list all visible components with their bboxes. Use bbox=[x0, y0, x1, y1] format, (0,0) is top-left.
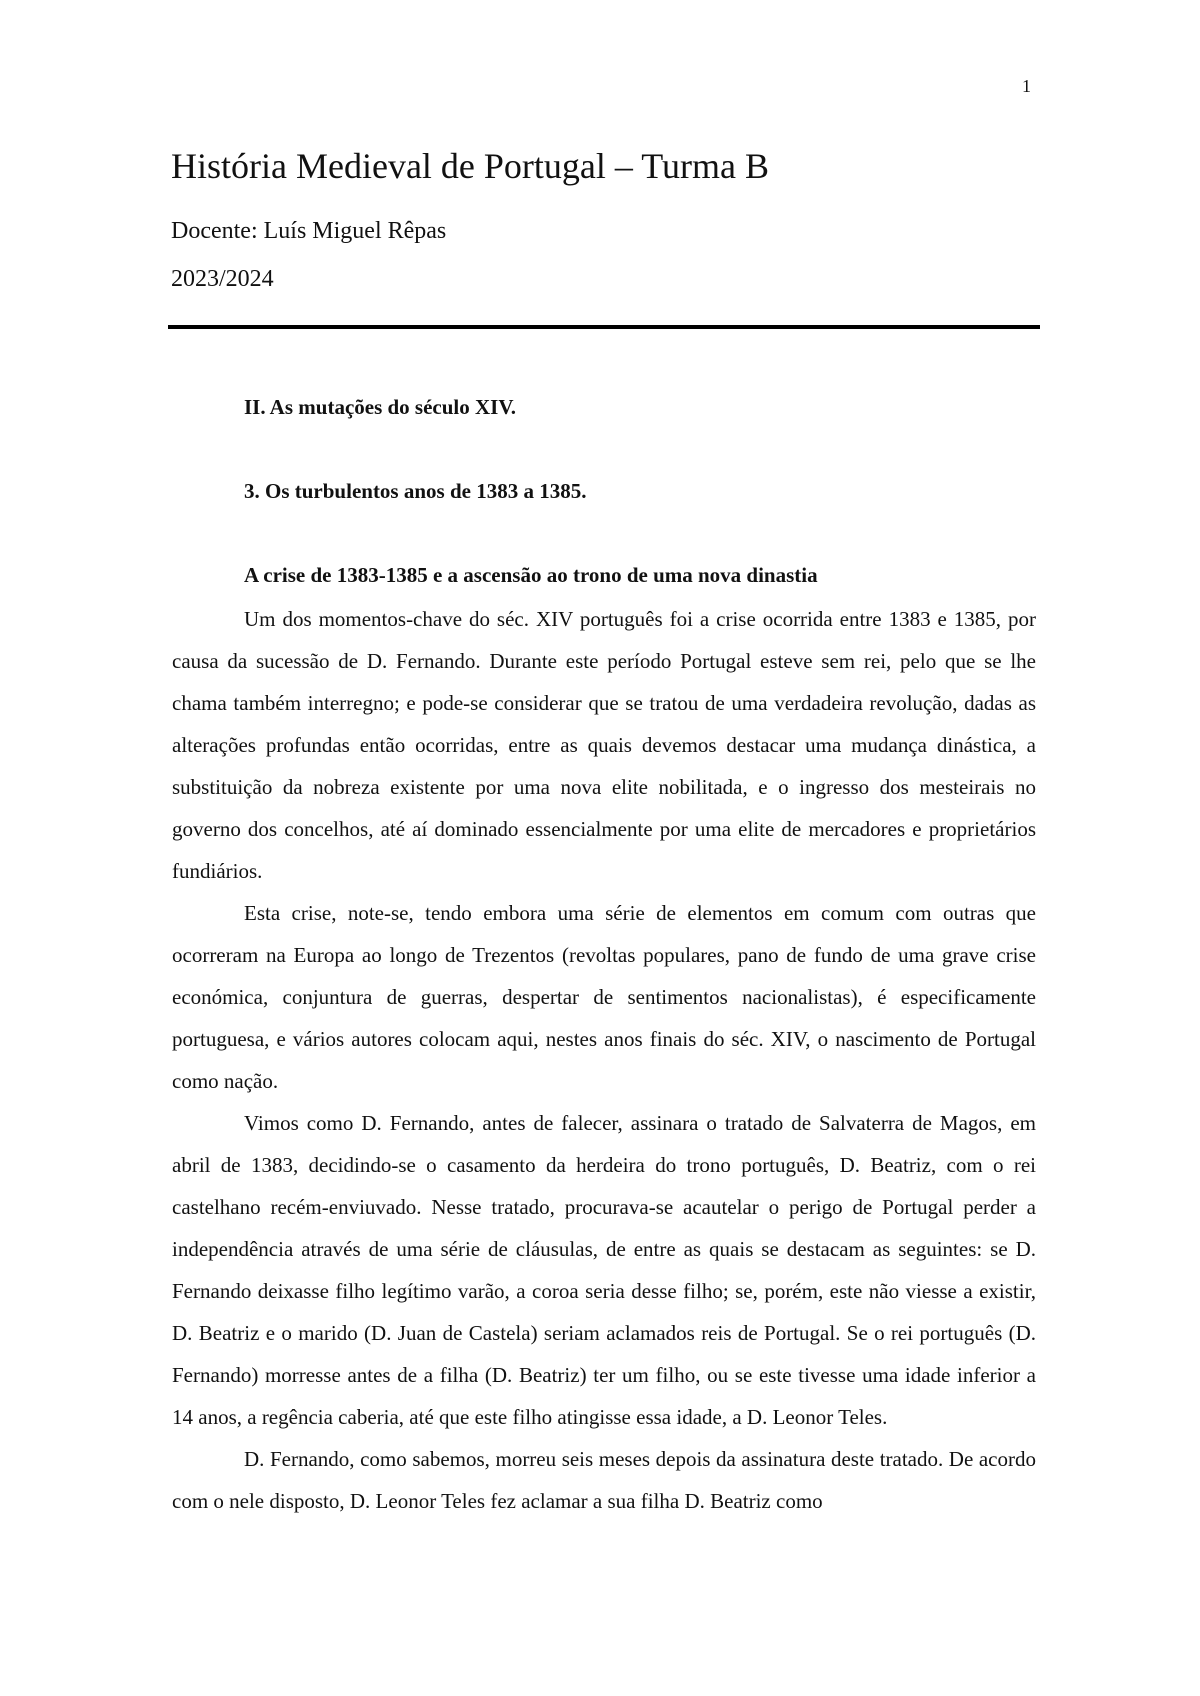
academic-year: 2023/2024 bbox=[171, 266, 274, 292]
page-number: 1 bbox=[1022, 76, 1031, 96]
part-heading: II. As mutações do século XIV. bbox=[244, 395, 517, 419]
document-body bbox=[172, 392, 1036, 1522]
topic-heading: A crise de 1383-1385 e a ascensão ao trono de uma nova dinastia bbox=[244, 563, 818, 587]
paragraph-3: Vimos como D. Fernando, antes de falecer, assinara o tratado de Salvaterra de Magos, em abril de 1383, decidindo-se o casamento da herdeira do trono português, D. Beatriz, com o rei castelhano recém-enviuvado. Nesse tratado, procurava-se acautelar o perigo de Portugal perder a independência através de uma série de cláusulas, de entre as quais se destacam as seguintes: se D. Fernando deixasse filho legítimo varão, a coroa seria desse filho; se, porém, este não viesse a existir, D. Beatriz e o marido (D. Juan de Castela) seriam aclamados reis de Portugal. Se o rei português (D. Fernando) morresse antes de a filha (D. Beatriz) ter um filho, ou se este tivesse uma idade inferior a 14 anos, a regência caberia, até que este filho atingisse essa idade, a D. Leonor Teles. bbox=[172, 1111, 1036, 1429]
chapter-heading: 3. Os turbulentos anos de 1383 a 1385. bbox=[244, 479, 587, 503]
paragraph-2: Esta crise, note-se, tendo embora uma série de elementos em comum com outras que ocorreram na Europa ao longo de Trezentos (revoltas populares, pano de fundo de uma grave crise económica, conjuntura de guerras, despertar de sentimentos nacionalistas), é especificamente portuguesa, e vários autores colocam aqui, nestes anos finais do séc. XIV, o nascimento de Portugal como nação. bbox=[172, 901, 1036, 1093]
header-divider bbox=[168, 325, 1040, 329]
document-header bbox=[171, 144, 1039, 294]
paragraph-1: Um dos momentos-chave do séc. XIV português foi a crise ocorrida entre 1383 e 1385, por causa da sucessão de D. Fernando. Durante este período Portugal esteve sem rei, pelo que se lhe chama também interregno; e pode-se considerar que se tratou de uma verdadeira revolução, dadas as alterações profundas então ocorridas, entre as quais devemos destacar uma mudança dinástica, a substituição da nobreza existente por uma nova elite nobilitada, e o ingresso dos mesteirais no governo dos concelhos, até aí dominado essencialmente por uma elite de mercadores e proprietários fundiários. bbox=[172, 607, 1036, 883]
paragraph-4: D. Fernando, como sabemos, morreu seis meses depois da assinatura deste tratado. De acordo com o nele disposto, D. Leonor Teles fez aclamar a sua filha D. Beatriz como bbox=[172, 1447, 1036, 1513]
document-title: História Medieval de Portugal – Turma B bbox=[171, 146, 769, 186]
docente-line: Docente: Luís Miguel Rêpas bbox=[171, 218, 447, 244]
